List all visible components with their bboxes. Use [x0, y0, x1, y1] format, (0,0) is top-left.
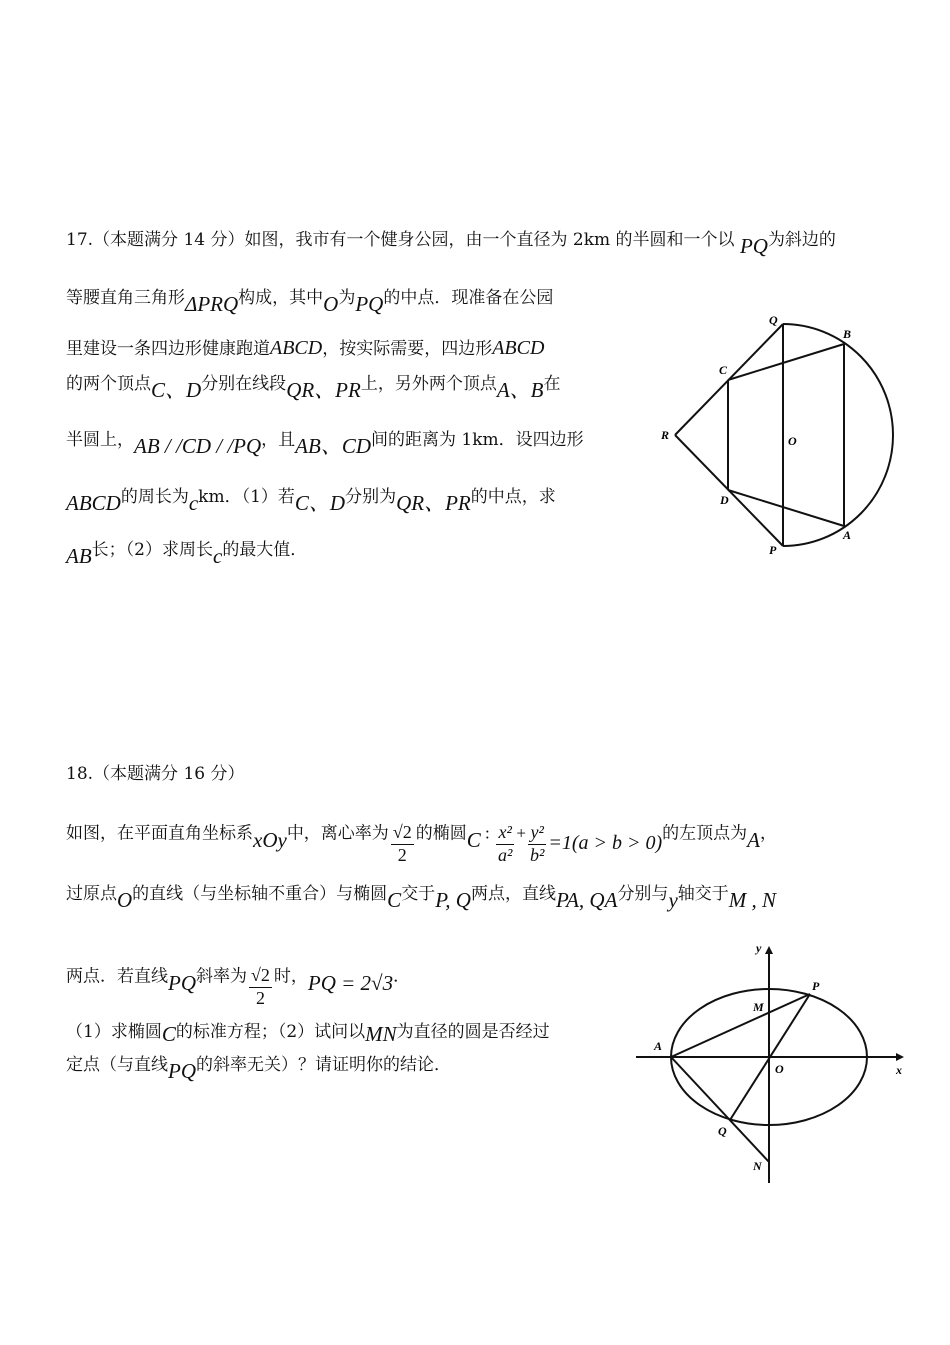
q17-line-2: 等腰直角三角形ΔPRQ构成，其中O为PQ的中点．现准备在公园: [66, 288, 554, 316]
label-P: P: [812, 979, 820, 993]
label-x: x: [896, 1063, 902, 1077]
q17-line-3: 里建设一条四边形健康跑道ABCD，按实际需要，四边形ABCD: [66, 337, 545, 359]
q17-line-7: AB长；（2）求周长c的最大值．: [66, 540, 308, 568]
label-O: O: [775, 1062, 784, 1076]
q17-line-6: ABCD的周长为ckm．（1）若C、D分别为QR、PR的中点，求: [66, 487, 556, 515]
label-Q: Q: [769, 313, 778, 327]
q17-line-4: 的两个顶点C、D分别在线段QR、PR上，另外两个顶点A、B在: [66, 374, 561, 402]
q18-line-3: 两点．若直线PQ斜率为 $\frac{√2}{2}$ 时，PQ = 2√3．: [66, 965, 411, 1008]
x-axis-arrow: [896, 1053, 904, 1061]
label-R: R: [661, 428, 670, 442]
eccentricity-fraction: $\frac{√2}{2}$: [392, 822, 412, 865]
q18-line-5: 定点（与直线PQ的斜率无关）？请证明你的结论．: [66, 1055, 451, 1083]
y-fraction: $\frac{\text{y²}}{\text{b²}}$: [529, 822, 545, 865]
label-A: A: [843, 528, 852, 542]
label-y: y: [756, 941, 762, 955]
q18-line-2: 过原点O的直线（与坐标轴不重合）与椭圆C交于P, Q两点，直线PA, QA分别与y轴交于M , N: [66, 884, 777, 912]
label-Q: Q: [718, 1124, 727, 1138]
q18-title: 18.（本题满分 16 分）: [66, 764, 245, 784]
label-B: B: [843, 327, 852, 341]
q17-line-5: 半圆上，AB / /CD / /PQ，且AB、CD间的距离为 1km．设四边形: [66, 430, 584, 458]
q18-line-4: （1）求椭圆C的标准方程；（2）试问以MN为直径的圆是否经过: [66, 1022, 550, 1046]
label-A: A: [654, 1039, 663, 1053]
y-axis-arrow: [765, 946, 773, 954]
label-N: N: [753, 1159, 762, 1173]
label-M: M: [753, 1000, 764, 1014]
q18-figure: [630, 938, 920, 1188]
label-P: P: [769, 543, 777, 557]
label-D: D: [720, 493, 729, 507]
line-AN: [671, 1057, 769, 1162]
slope-fraction: $\frac{√2}{2}$: [251, 965, 270, 1008]
q18-line-1: 如图，在平面直角坐标系xOy中，离心率为 $\frac{√2}{2}$ 的椭圆C : $\frac{\text{x²}}{\text{a²}}$ + $\frac{\text{y²}}{\text{b²}}$ =1(a > b > 0)的左顶点为A，: [66, 822, 777, 865]
label-C: C: [719, 363, 728, 377]
q17-line-1: 17.（本题满分 14 分）如图，我市有一个健身公园，由一个直径为 2km 的半圆和一个以 PQ为斜边的: [66, 230, 836, 258]
label-O: O: [788, 434, 797, 448]
q17-figure: [655, 310, 905, 570]
x-fraction: $\frac{\text{x²}}{\text{a²}}$: [497, 822, 513, 865]
